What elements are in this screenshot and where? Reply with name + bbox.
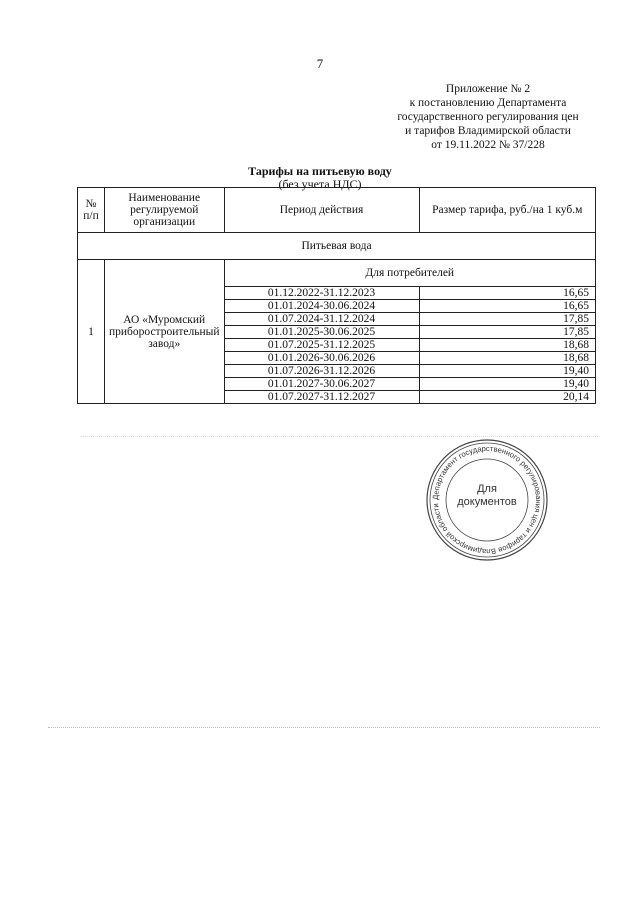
section-row: [78, 233, 596, 260]
stamp-center-line: документов: [457, 496, 517, 508]
organization-name: АО «Муромский приборостроительный завод»: [105, 260, 225, 404]
period-cell: 01.07.2025-31.12.2025: [224, 339, 419, 352]
rate-cell: 18,68: [419, 352, 595, 365]
header-organization: Наименование регулируемой организации: [105, 188, 225, 233]
table-row: [78, 260, 596, 287]
tariff-table: [77, 187, 596, 404]
stamp-center-line: Для: [477, 483, 497, 495]
appendix-line: к постановлению Департамента: [409, 97, 567, 109]
rate-cell: 20,14: [419, 391, 595, 404]
appendix-line: от 19.11.2022 № 37/228: [431, 139, 545, 151]
period-cell: 01.01.2027-30.06.2027: [224, 378, 419, 391]
rate-cell: 18,68: [419, 339, 595, 352]
period-cell: 01.12.2022-31.12.2023: [224, 287, 419, 300]
appendix-line: государственного регулирования цен: [397, 111, 579, 123]
document-title: Тарифы на питьевую воду: [248, 164, 392, 178]
period-cell: 01.07.2026-31.12.2026: [224, 365, 419, 378]
rate-cell: 19,40: [419, 365, 595, 378]
stamp-center-text: [447, 483, 527, 509]
header-period: Период действия: [224, 188, 419, 233]
period-cell: 01.01.2025-30.06.2025: [224, 326, 419, 339]
period-cell: 01.01.2024-30.06.2024: [224, 300, 419, 313]
period-cell: 01.07.2027-31.12.2027: [224, 391, 419, 404]
rate-cell: 16,65: [419, 300, 595, 313]
rate-cell: 19,40: [419, 378, 595, 391]
table-header-row: [78, 188, 596, 233]
header-no: № п/п: [78, 188, 105, 233]
appendix-line: Приложение № 2: [445, 83, 531, 95]
rate-cell: 17,85: [419, 313, 595, 326]
document-subtitle: (без учета НДС): [278, 177, 362, 191]
appendix-header: [380, 82, 596, 152]
period-cell: 01.01.2026-30.06.2026: [224, 352, 419, 365]
rate-cell: 16,65: [419, 287, 595, 300]
row-number: 1: [78, 260, 105, 404]
period-cell: 01.07.2024-31.12.2024: [224, 313, 419, 326]
stamp-ring-textpath: Департамент государственного регулирования цен и тарифов Владимирской области: [430, 443, 544, 557]
page-number: 7: [316, 56, 324, 71]
header-rate: Размер тарифа, руб./на 1 куб.м: [419, 188, 595, 233]
rate-cell: 17,85: [419, 326, 595, 339]
section-title: Питьевая вода: [78, 233, 596, 260]
consumers-label: Для потребителей: [224, 260, 595, 287]
scan-dotted-line: [80, 436, 600, 437]
appendix-line: и тарифов Владимирской области: [405, 125, 571, 137]
scan-dotted-line: [48, 727, 600, 728]
